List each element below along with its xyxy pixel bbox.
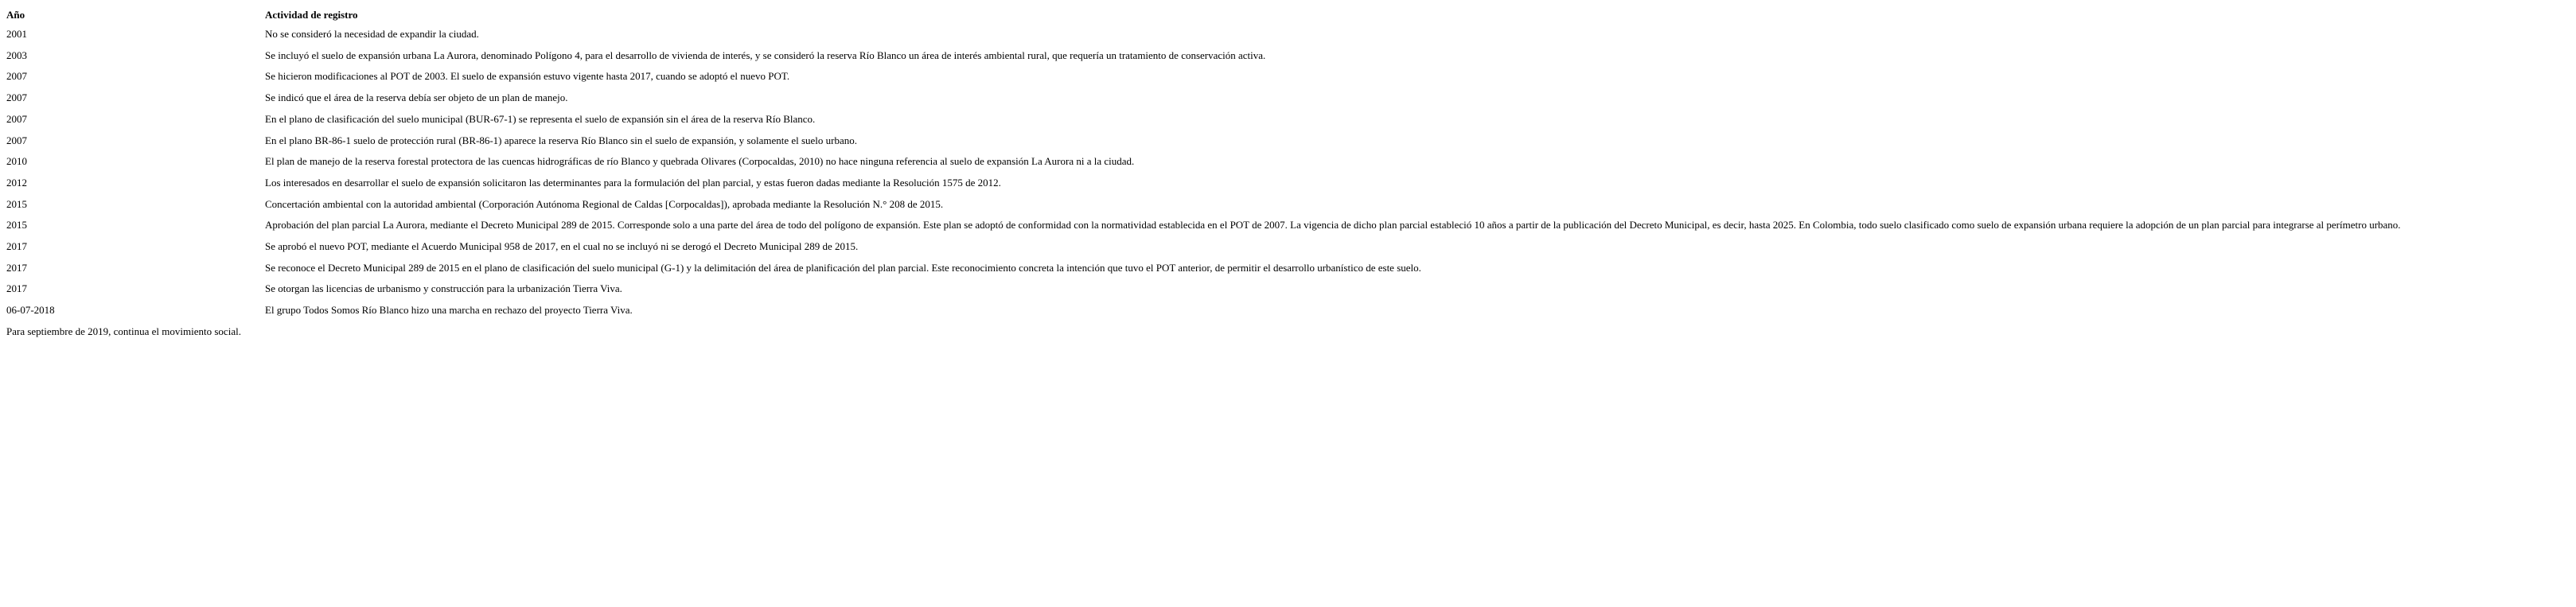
history-table [6,6,2576,321]
row-year: 2007 [6,134,27,146]
row-activity: Concertación ambiental con la autoridad ambiental (Corporación Autónoma Regional de Caldas [Corpocaldas]), aprobada mediante la Resolución N.° 208 de 2015. [265,197,944,210]
row-year: 2012 [6,176,27,189]
table-body [6,24,2576,321]
row-year: 2010 [6,155,27,168]
table-row [6,215,2576,236]
row-activity: En el plano de clasificación del suelo municipal (BUR-67-1) se representa el suelo de expansión sin el área de la reserva Río Blanco. [265,112,816,125]
table-header-row [6,6,2576,24]
row-year: 2001 [6,28,27,40]
row-year: 2003 [6,49,27,61]
table-row [6,258,2576,279]
row-year: 2017 [6,261,27,274]
row-year: 2007 [6,70,27,83]
footnote: Para septiembre de 2019, continua el movimiento social. [6,325,241,337]
row-activity: Se indicó que el área de la reserva debía ser objeto de un plan de manejo. [265,91,568,104]
row-activity: Se hicieron modificaciones al POT de 2003. El suelo de expansión estuvo vigente hasta 2017, cuando se adoptó el nuevo POT. [265,70,790,83]
header-year: Año [6,9,25,21]
table-row [6,173,2576,194]
table-row [6,109,2576,130]
table-row [6,130,2576,152]
table-row [6,236,2576,258]
table-row [6,24,2576,45]
row-year: 2015 [6,197,27,210]
row-activity: En el plano BR-86-1 suelo de protección rural (BR-86-1) aparece la reserva Río Blanco sin el suelo de expansión, y solamente el suelo urbano. [265,134,858,146]
header-activity: Actividad de registro [265,9,358,21]
row-activity: Aprobación del plan parcial La Aurora, mediante el Decreto Municipal 289 de 2015. Corresponde solo a una parte del área de todo del polígono de expansión. Este plan se adoptó de conformidad con la normatividad establecida en el POT de 2007. La vigencia de dicho plan parcial estableció 10 años a partir de la publicación del Decreto Municipal, es decir, hasta 2025. En Colombia, todo suelo clasificado como suelo de expansión urbana requiere la adopción de un plan parcial para integrarse al perímetro urbano. [265,219,2401,232]
table-row [6,300,2576,321]
row-activity: Se aprobó el nuevo POT, mediante el Acuerdo Municipal 958 de 2017, en el cual no se incluyó ni se derogó el Decreto Municipal 289 de 2015. [265,240,859,253]
row-year: 2007 [6,112,27,125]
table-row [6,194,2576,216]
row-year: 2017 [6,240,27,253]
row-activity: Se incluyó el suelo de expansión urbana La Aurora, denominado Polígono 4, para el desarrollo de vivienda de interés, y se consideró la reserva Río Blanco un área de interés ambiental rural, que requería un tratamiento de conservación activa. [265,49,1266,61]
row-year: 2017 [6,282,27,295]
table-row [6,278,2576,300]
row-activity: El grupo Todos Somos Río Blanco hizo una marcha en rechazo del proyecto Tierra Viva. [265,304,633,317]
table-row [6,151,2576,173]
row-year: 2007 [6,91,27,104]
row-activity: El plan de manejo de la reserva forestal protectora de las cuencas hidrográficas de río Blanco y quebrada Olivares (Corpocaldas, 2010) no hace ninguna referencia al suelo de expansión La Aurora ni a la ciudad. [265,155,1135,168]
row-activity: Se reconoce el Decreto Municipal 289 de 2015 en el plano de clasificación del suelo municipal (G-1) y la delimitación del área de planificación del plan parcial. Este reconocimiento concreta la intención que tuvo el POT anterior, de permitir el desarrollo urbanístico de este suelo. [265,261,1421,274]
row-activity: Se otorgan las licencias de urbanismo y construcción para la urbanización Tierra Viva. [265,282,622,295]
row-activity: Los interesados en desarrollar el suelo de expansión solicitaron las determinantes para la formulación del plan parcial, y estas fueron dadas mediante la Resolución 1575 de 2012. [265,176,1001,189]
table-row [6,45,2576,67]
table-row [6,66,2576,88]
row-year: 2015 [6,219,27,232]
table-row [6,88,2576,109]
row-activity: No se consideró la necesidad de expandir la ciudad. [265,28,479,40]
row-year: 06-07-2018 [6,304,55,317]
